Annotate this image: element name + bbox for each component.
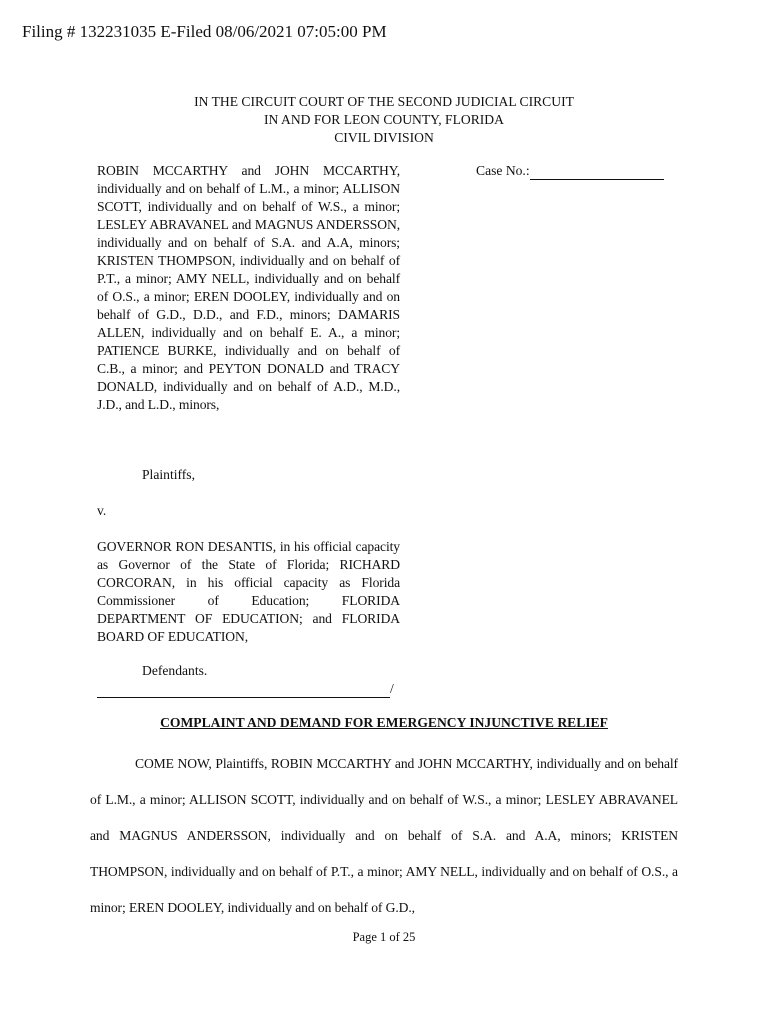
defendants-label: Defendants. xyxy=(142,663,208,678)
caption-underline xyxy=(97,683,390,698)
page-number: Page 1 of 25 xyxy=(352,930,416,944)
caption-slash: / xyxy=(390,681,394,696)
plaintiffs-caption: ROBIN MCCARTHY and JOHN MCCARTHY, individually and on behalf of L.M., a minor; ALLISON SCOTT, individually and on behalf of W.S., a minor; LESLEY ABRAVANEL and MAGNUS ANDERSSON, individually and on behalf of S.A. and A.A, minors; KRISTEN THOMPSON, individually and on behalf of P.T., a minor; AMY NELL, individually and on behalf of O.S., a minor; EREN DOOLEY, individually and on behalf of G.D., D.D., and F.D., minors; DAMARIS ALLEN, individually and on behalf E. A., a minor; PATIENCE BURKE, individually and on behalf of C.B., a minor; and PEYTON DONALD and TRACY DONALD, individually and on behalf of A.D., M.D., J.D., and L.D., minors, xyxy=(97,163,400,412)
caption-closing-line xyxy=(97,680,394,698)
court-line-2: IN AND FOR LEON COUNTY, FLORIDA xyxy=(264,112,504,127)
filing-header: Filing # 132231035 E-Filed 08/06/2021 07:05:00 PM xyxy=(22,22,387,41)
case-number xyxy=(476,162,664,180)
court-line-1: IN THE CIRCUIT COURT OF THE SECOND JUDICIAL CIRCUIT xyxy=(194,94,574,109)
plaintiffs-label: Plaintiffs, xyxy=(142,467,195,482)
defendants-caption: GOVERNOR RON DESANTIS, in his official capacity as Governor of the State of Florida; RICHARD CORCORAN, in his official capacity as Florida Commissioner of Education; FLORIDA DEPARTMENT OF EDUCATION; and FLORIDA BOARD OF EDUCATION, xyxy=(97,539,400,644)
court-heading xyxy=(0,93,768,147)
versus-label: v. xyxy=(97,503,107,518)
court-line-3: CIVIL DIVISION xyxy=(334,130,434,145)
complaint-body-paragraph: COME NOW, Plaintiffs, ROBIN MCCARTHY and JOHN MCCARTHY, individually and on behalf of L.M., a minor; ALLISON SCOTT, individually and on behalf of W.S., a minor; LESLEY ABRAVANEL and MAGNUS ANDERSSON, individually and on behalf of S.A. and A.A, minors; KRISTEN THOMPSON, individually and on behalf of P.T., a minor; AMY NELL, individually and on behalf of O.S., a minor; EREN DOOLEY, individually and on behalf of G.D., xyxy=(90,756,678,915)
complaint-title: COMPLAINT AND DEMAND FOR EMERGENCY INJUNCTIVE RELIEF xyxy=(160,715,608,730)
case-number-blank xyxy=(530,165,664,180)
case-number-label: Case No.: xyxy=(476,163,530,178)
